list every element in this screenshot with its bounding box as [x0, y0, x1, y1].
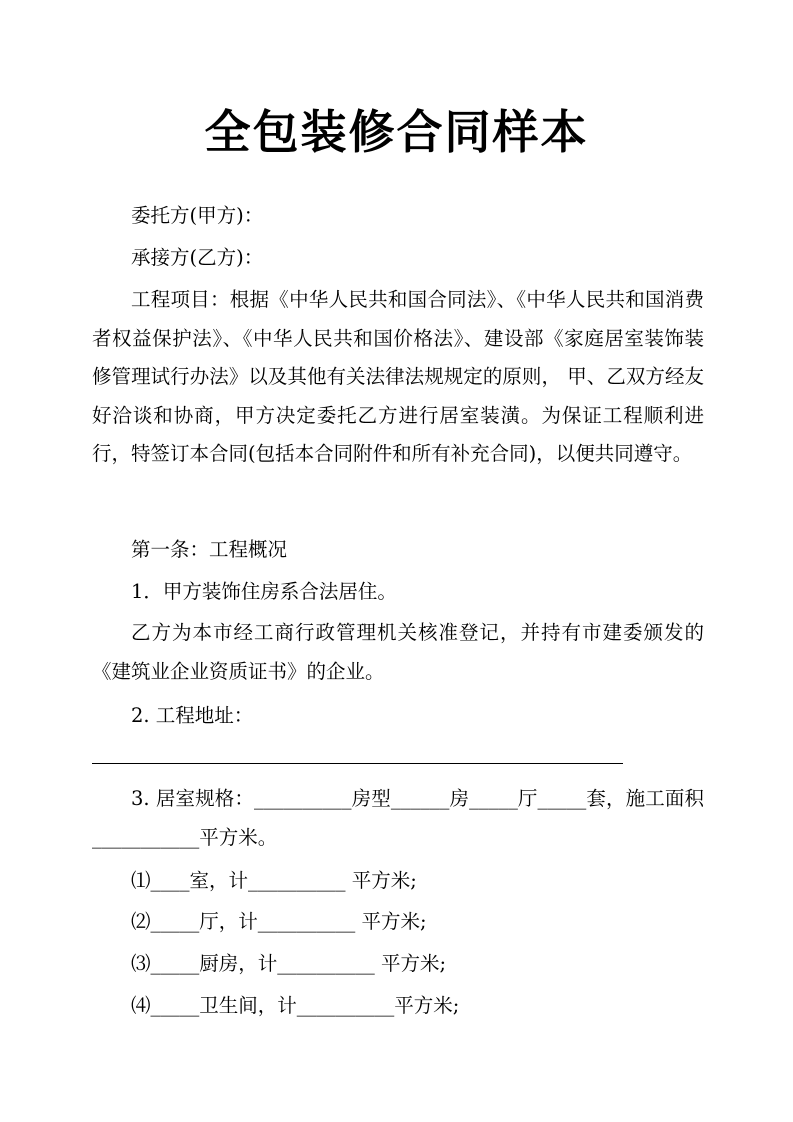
intro-paragraph: 工程项目：根据《中华人民共和国合同法》、《中华人民共和国消费者权益保护法》、《中华人民共和国价格法》、建设部《家庭居室装饰装修管理试行办法》以及其他有关法律法规规定的原则， 甲、乙双方经友好洽谈和协商，甲方决定委托乙方进行居室装潢。为保证工程顺利进行，特签订本合同(包括本合同附件和所有补充合同)，以便共同遵守。: [92, 288, 704, 465]
sub-item-3: ⑶_____厨房，计__________ 平方米;: [131, 952, 447, 975]
address-blank-line: [92, 763, 623, 764]
article-1-heading: 第一条：工程概况: [131, 538, 288, 561]
sub-item-4: ⑷_____卫生间，计__________平方米;: [131, 994, 460, 1017]
party-b-line: 承接方(乙方)：: [131, 246, 264, 269]
item-1-paragraph: 乙方为本市经工商行政管理机关核准登记，并持有市建委颁发的《建筑业企业资质证书》的企业。: [92, 621, 704, 683]
document-title: 全包装修合同样本: [204, 105, 589, 159]
sub-item-1: ⑴____室，计__________ 平方米;: [131, 869, 417, 892]
item-1: 1．甲方装饰住房系合法居住。: [131, 580, 397, 603]
party-a-line: 委托方(甲方)：: [131, 204, 264, 227]
item-3-paragraph: 3. 居室规格：__________房型______房_____厅_____套，施工面积___________平方米。: [92, 787, 704, 849]
item-2-address: 2. 工程地址：: [131, 704, 254, 727]
sub-item-2: ⑵_____厅，计__________ 平方米;: [131, 910, 427, 933]
